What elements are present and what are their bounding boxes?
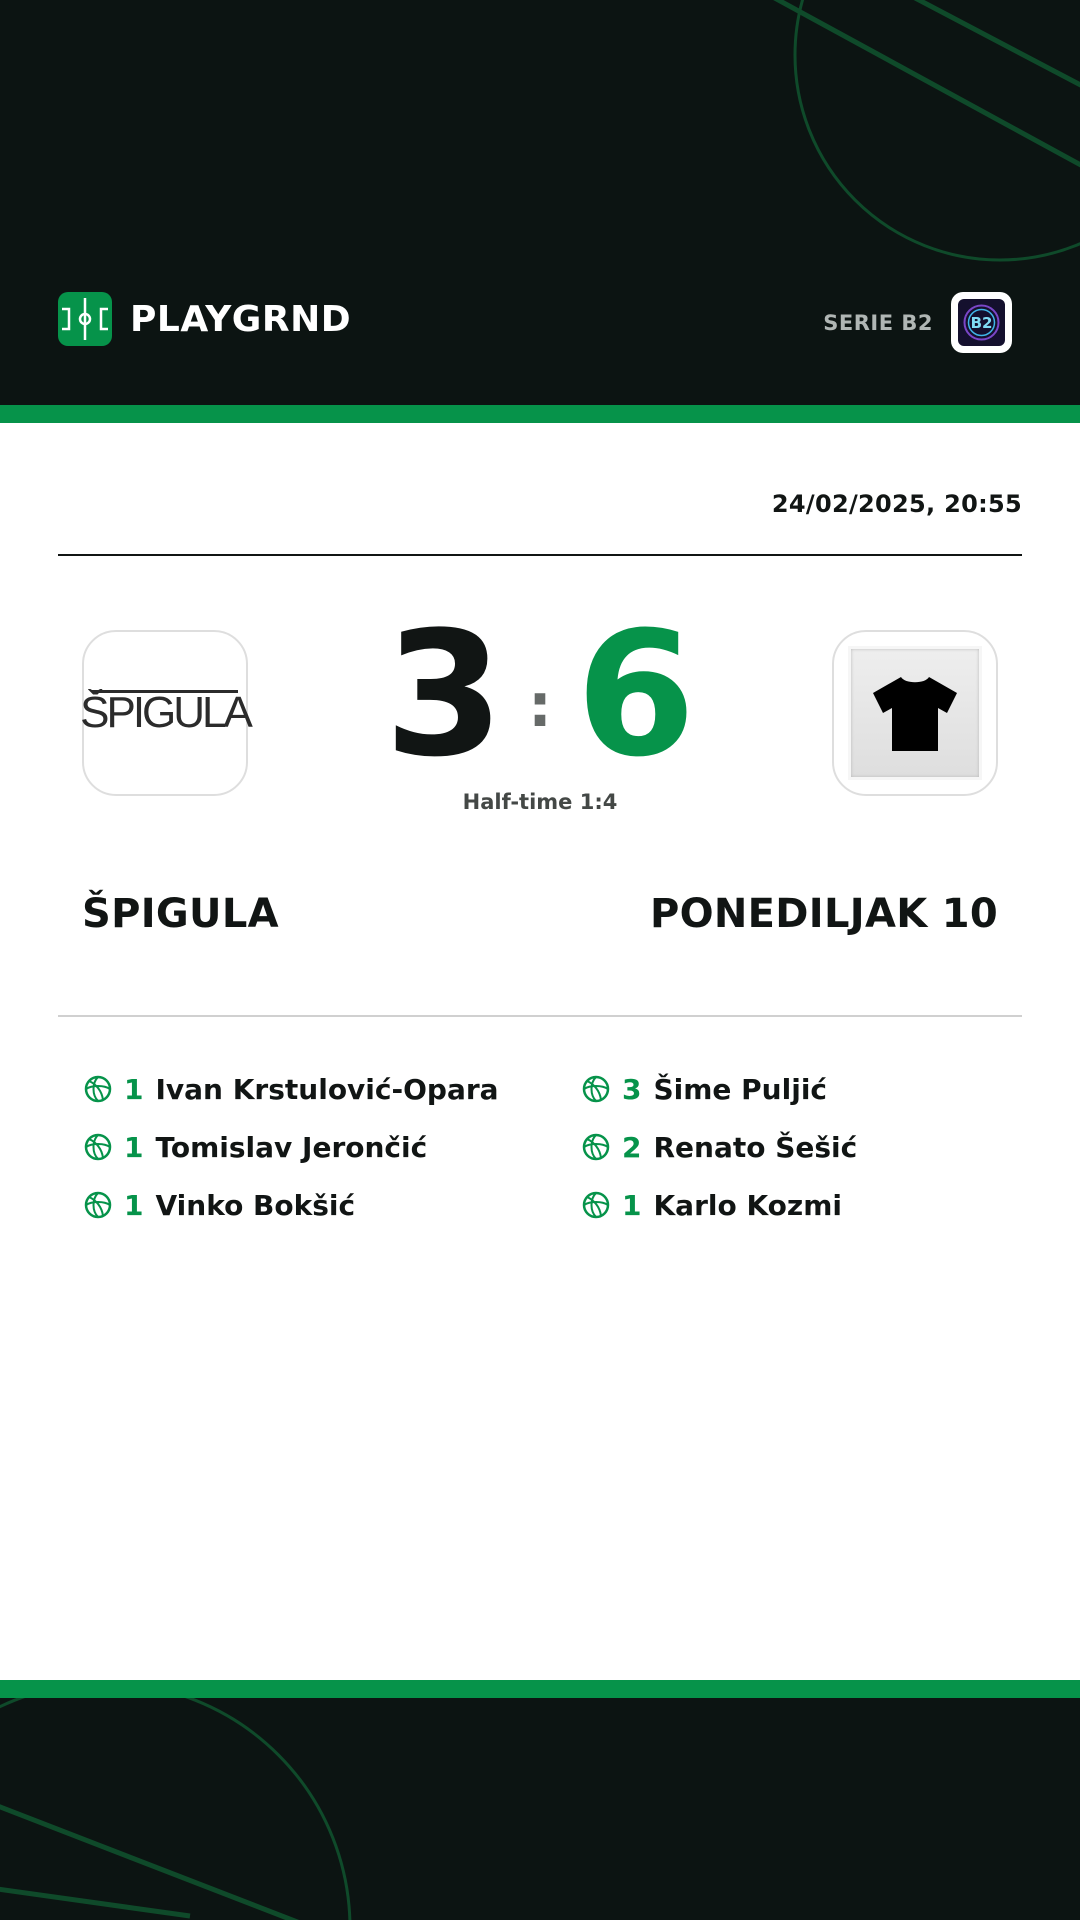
- scorer-row: [582, 1176, 857, 1234]
- away-crest-frame: [848, 646, 982, 780]
- league-logo-badge: [958, 299, 1005, 346]
- home-crest-logo: [80, 688, 250, 738]
- player-name: Šime Puljić: [653, 1072, 828, 1106]
- header: [0, 0, 1080, 405]
- away-score: 6: [576, 594, 696, 795]
- player-name: Renato Šešić: [653, 1130, 858, 1164]
- home-score: 3: [384, 594, 504, 795]
- scorer-row: [84, 1118, 499, 1176]
- match-datetime: 24/02/2025, 20:55: [771, 490, 1022, 518]
- goal-count: 1: [124, 1130, 144, 1164]
- scorer-row: [84, 1060, 499, 1118]
- brand[interactable]: [58, 292, 351, 346]
- ball-icon: [84, 1075, 112, 1103]
- scorer-row: [582, 1118, 857, 1176]
- league[interactable]: [823, 292, 1012, 353]
- home-team-crest: [82, 630, 248, 796]
- home-crest-text: ŠPIGULA: [80, 688, 250, 737]
- home-scorers-list: [84, 1060, 499, 1234]
- pitch-lines-decoration: [0, 1698, 1080, 1920]
- scoreline: [384, 594, 696, 795]
- player-name: Ivan Krstulović-Opara: [155, 1072, 499, 1106]
- scorer-row: [84, 1176, 499, 1234]
- ball-icon: [582, 1191, 610, 1219]
- player-name: Karlo Kozmi: [653, 1188, 842, 1222]
- goal-count: 3: [622, 1072, 642, 1106]
- ball-icon: [84, 1191, 112, 1219]
- halftime-score: Half-time 1:4: [462, 790, 618, 814]
- scorer-row: [582, 1060, 857, 1118]
- header-accent-stripe: [0, 405, 1080, 423]
- away-scorers-list: [582, 1060, 857, 1234]
- divider: [58, 554, 1022, 556]
- goal-count: 1: [622, 1188, 642, 1222]
- league-logo-text: B2: [970, 314, 993, 332]
- away-team-crest: [832, 630, 998, 796]
- footer: [0, 1698, 1080, 1920]
- brand-name: PLAYGRND: [130, 298, 352, 340]
- pitch-icon: [58, 292, 112, 346]
- score-separator: :: [528, 671, 552, 741]
- goal-count: 1: [124, 1188, 144, 1222]
- player-name: Vinko Bokšić: [155, 1188, 356, 1222]
- away-team-name: PONEDILJAK 10: [649, 891, 998, 937]
- ball-icon: [582, 1133, 610, 1161]
- league-logo: [951, 292, 1012, 353]
- ball-icon: [582, 1075, 610, 1103]
- goal-count: 1: [124, 1072, 144, 1106]
- home-team-name: ŠPIGULA: [82, 891, 279, 937]
- footer-accent-stripe: [0, 1680, 1080, 1698]
- league-name: SERIE B2: [823, 310, 933, 335]
- shirt-icon: [865, 663, 965, 763]
- player-name: Tomislav Jerončić: [155, 1130, 428, 1164]
- ball-icon: [84, 1133, 112, 1161]
- divider: [58, 1015, 1022, 1017]
- goal-count: 2: [622, 1130, 642, 1164]
